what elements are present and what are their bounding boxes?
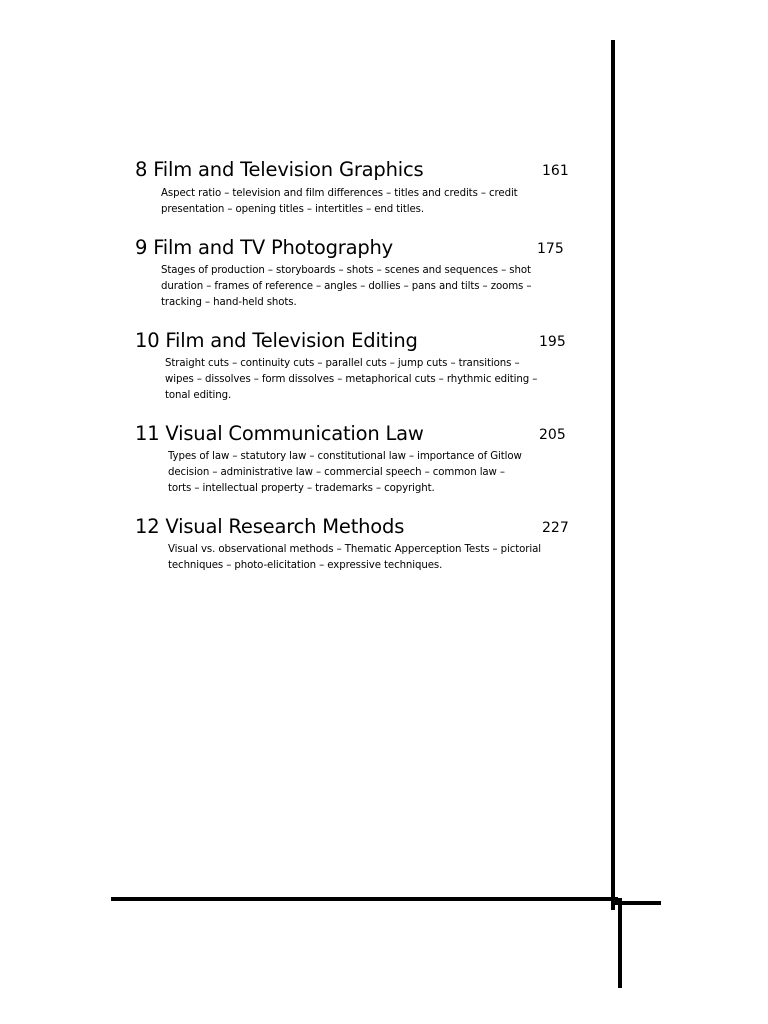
chapter-title: 9 Film and TV Photography (135, 236, 394, 259)
chapter-title: 10 Film and Television Editing (135, 329, 418, 352)
chapter-page-number: 175 (537, 241, 564, 257)
chapter-description: Types of law – statutory law – constitutional law – importance of Gitlow decision – administrative law – commercial speech – common law – torts – intellectual property – trademarks – copyright. (168, 451, 522, 494)
chapter-title: 12 Visual Research Methods (135, 515, 405, 538)
chapter-page-number: 205 (539, 427, 566, 443)
chapter-description: Straight cuts – continuity cuts – parallel cuts – jump cuts – transitions – wipes – dissolves – form dissolves – metaphorical cuts – rhythmic editing – tonal editing. (165, 358, 538, 401)
chapter-title: 8 Film and Television Graphics (135, 158, 424, 181)
chapter-page-number: 227 (542, 520, 569, 536)
chapter-description: Stages of production – storyboards – shots – scenes and sequences – shot duration – frames of reference – angles – dollies – pans and tilts – zooms – tracking – hand-held shots. (161, 265, 532, 308)
bottom-right-vertical-rule (618, 898, 622, 988)
chapter-description: Aspect ratio – television and film differences – titles and credits – credit presentation – opening titles – intertitles – end titles. (161, 188, 518, 215)
top-right-vertical-rule (611, 40, 615, 910)
chapter-page-number: 161 (542, 163, 569, 179)
bottom-horizontal-rule (111, 897, 618, 901)
bottom-horizontal-rule-extension (615, 901, 661, 905)
chapter-title: 11 Visual Communication Law (135, 422, 424, 445)
chapter-description: Visual vs. observational methods – Thematic Apperception Tests – pictorial techniques – photo-elicitation – expressive techniques. (168, 544, 542, 571)
chapter-page-number: 195 (539, 334, 566, 350)
